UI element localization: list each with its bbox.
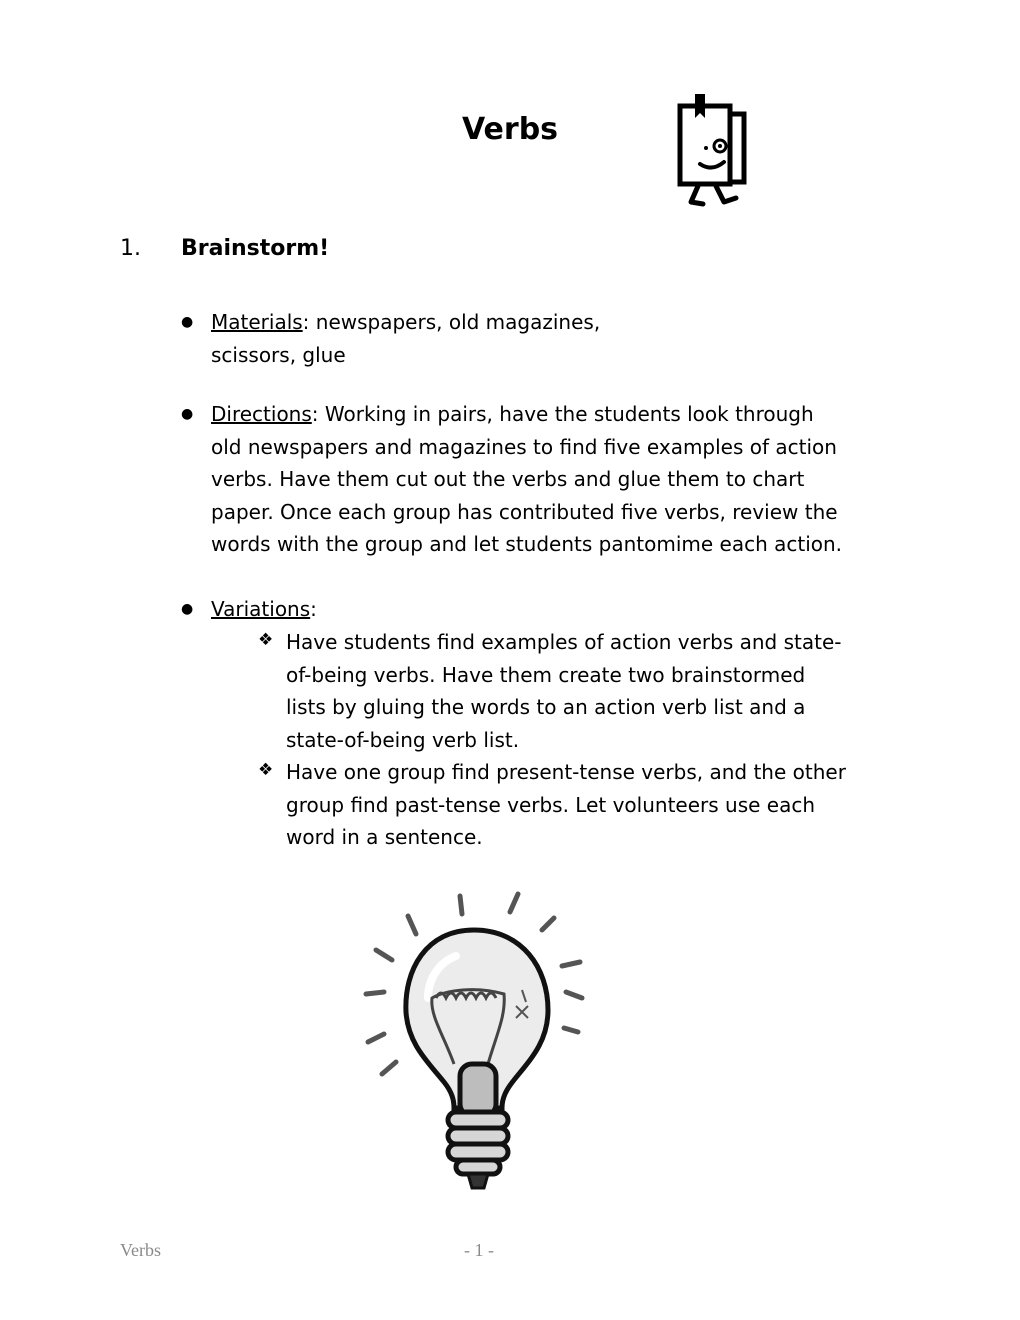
variation-2-line-3: word in a sentence. <box>286 825 483 849</box>
directions-line-4: paper. Once each group has contributed five verbs, review the <box>211 499 838 524</box>
variation-2-line-2: group find past-tense verbs. Let volunteers use each <box>286 792 816 817</box>
directions-block <box>211 398 842 561</box>
directions-line-5: words with the group and let students pantomime each action. <box>211 532 843 556</box>
bullet-dot-icon: ● <box>181 314 194 330</box>
variations-suffix: : <box>310 597 317 621</box>
page-title: Verbs <box>461 112 559 147</box>
section-number: 1. <box>120 236 141 261</box>
variation-item-1 <box>286 626 841 756</box>
directions-line-1: : Working in pairs, have the students look through <box>311 402 814 426</box>
bullet-dot-icon: ● <box>181 406 194 422</box>
diamond-star-icon: ❖ <box>258 760 274 780</box>
directions-line-3: verbs. Have them cut out the verbs and glue them to chart <box>211 467 805 491</box>
variation-1-line-1: Have students find examples of action verbs and state- <box>286 630 842 654</box>
directions-line-2: old newspapers and magazines to find five examples of action <box>211 434 837 459</box>
materials-label: Materials <box>211 310 303 334</box>
footer-doc-name: Verbs <box>120 1240 161 1260</box>
variation-1-line-2: of-being verbs. Have them create two brainstormed <box>286 662 806 687</box>
section-heading: Brainstorm! <box>181 236 330 261</box>
materials-line-1: : newspapers, old magazines, <box>302 310 601 334</box>
variation-1-line-4: state-of-being verb list. <box>286 727 520 752</box>
walking-book-icon <box>668 92 758 214</box>
directions-label: Directions <box>211 402 312 426</box>
diamond-star-icon: ❖ <box>258 630 274 650</box>
materials-block <box>211 306 600 371</box>
variations-heading <box>211 593 317 626</box>
materials-line-2: scissors, glue <box>211 342 346 367</box>
bullet-dot-icon: ● <box>181 601 194 617</box>
lightbulb-icon <box>356 886 592 1192</box>
variation-item-2 <box>286 756 846 854</box>
variation-1-line-3: lists by gluing the words to an action verb list and a <box>286 695 806 719</box>
variation-2-line-1: Have one group find present-tense verbs, and the other <box>286 760 846 784</box>
variations-label: Variations <box>211 597 311 621</box>
footer-page-number: - 1 - <box>464 1240 494 1260</box>
